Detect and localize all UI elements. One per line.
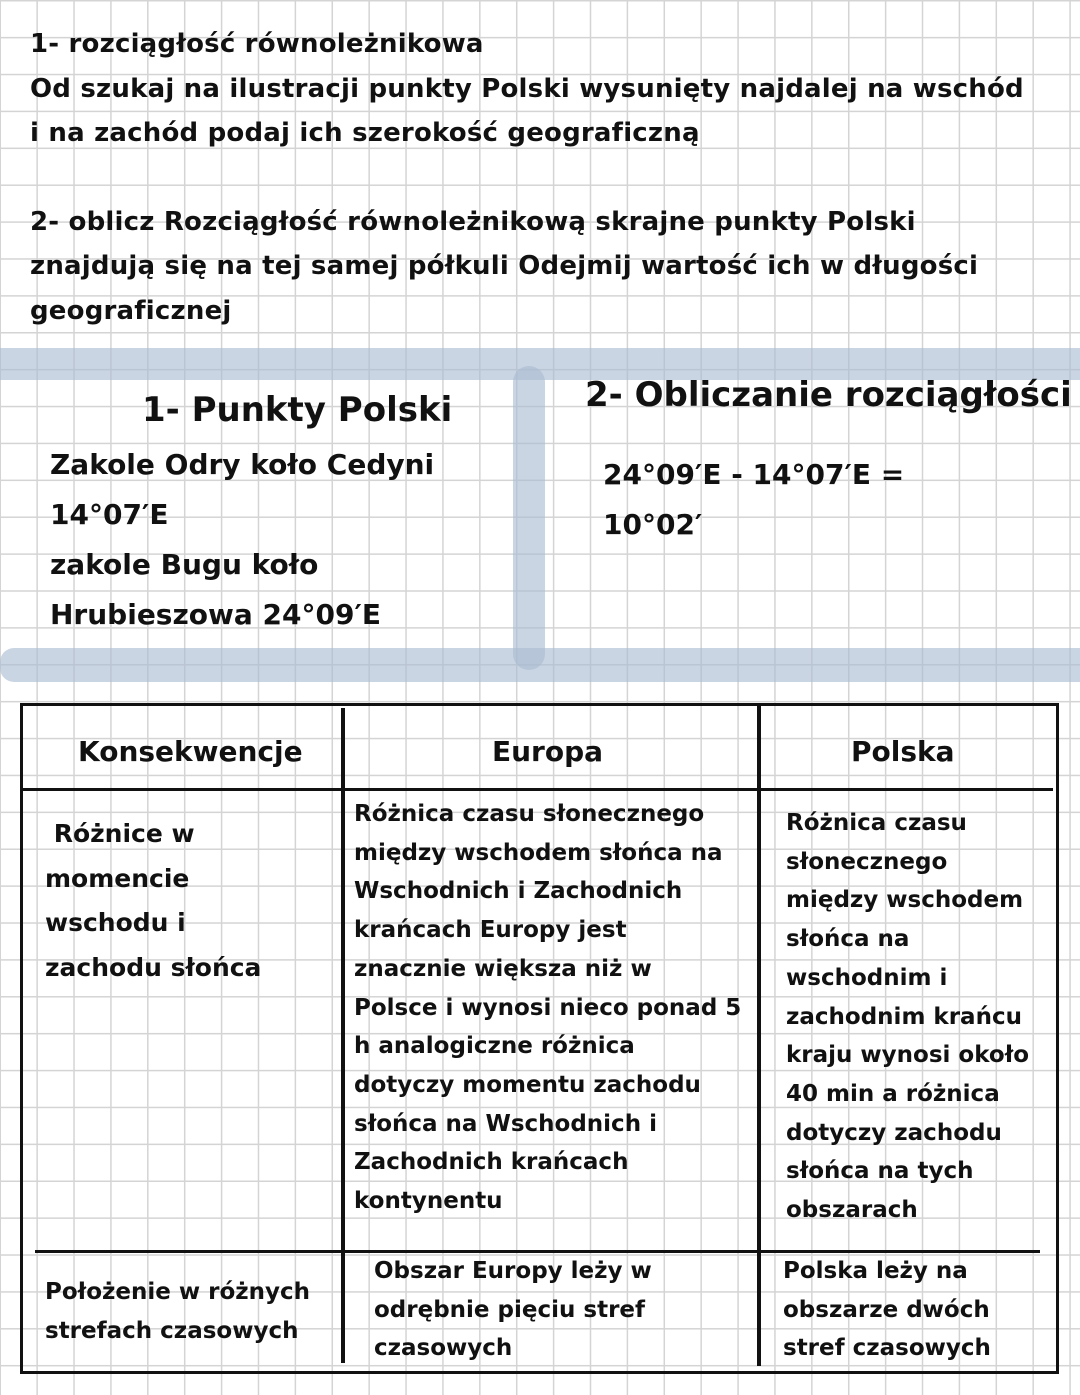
cell-line: słońca na	[786, 926, 910, 953]
cell-line: stref czasowych	[783, 1335, 991, 1362]
cell-line: Różnica czasu słonecznego	[354, 801, 705, 827]
cell-line: dotyczy zachodu	[786, 1119, 1002, 1146]
cell-line: momencie	[45, 863, 190, 893]
intro-line: Od szukaj na ilustracji punkty Polski wysunięty najdalej na wschód	[30, 73, 1024, 104]
cell-line: wschodu i	[45, 908, 186, 937]
cell-line: krańcach Europy jest	[354, 917, 627, 944]
cell-line: Różnica czasu	[786, 810, 967, 836]
intro-line: 1- rozciągłość równoleżnikowa	[30, 29, 484, 59]
section1-body	[50, 440, 434, 640]
cell-line: Różnice w	[45, 819, 195, 848]
point-line: Hrubieszowa 24°09′E	[50, 598, 381, 631]
point-line: Zakole Odry koło Cedyni	[50, 448, 435, 481]
cell-line: słonecznego	[786, 848, 948, 875]
header-konsekwencje: Konsekwencje	[78, 735, 303, 768]
intro-line: i na zachód podaj ich szerokość geograficzną	[30, 118, 700, 148]
intro-line: geograficznej	[30, 295, 232, 326]
header-europa: Europa	[492, 735, 604, 768]
point-line: zakole Bugu koło	[50, 548, 319, 581]
cell-line: Położenie w różnych	[45, 1279, 311, 1305]
row1-consequence	[45, 812, 261, 990]
cell-line: Wschodnich i Zachodnich	[354, 878, 683, 905]
row2-consequence	[45, 1273, 310, 1350]
intro-line: znajdują się na tej samej półkuli Odejmij wartość ich w długości	[30, 251, 979, 281]
section1-title: 1- Punkty Polski	[142, 390, 453, 430]
header-divider	[20, 788, 1053, 791]
cell-line: zachodu słońca	[45, 952, 262, 982]
cell-line: Obszar Europy leży w	[374, 1258, 652, 1284]
row1-europa	[354, 795, 741, 1221]
cell-line: słońca na Wschodnich i	[354, 1110, 657, 1137]
cell-line: obszarze dwóch	[783, 1296, 990, 1323]
cell-line: odrębnie pięciu stref	[374, 1296, 646, 1323]
cell-line: kraju wynosi około	[786, 1042, 1030, 1069]
cell-line: zachodnim krańcu	[786, 1003, 1022, 1030]
cell-line: dotyczy momentu zachodu	[354, 1071, 701, 1098]
calc-result: 10°02′	[603, 508, 703, 541]
section2-title: 2- Obliczanie rozciągłości	[585, 375, 1072, 415]
cell-line: znacznie większa niż w	[354, 955, 652, 982]
cell-line: 40 min a różnica	[786, 1080, 1000, 1107]
row2-polska	[783, 1252, 991, 1368]
intro-text	[30, 22, 1024, 333]
cell-line: między wschodem	[786, 887, 1024, 914]
calc-line: 24°09′E - 14°07′E =	[603, 458, 905, 491]
cell-line: wschodnim i	[786, 964, 948, 991]
cell-line: Zachodnich krańcach	[354, 1149, 629, 1176]
intro-line: 2- oblicz Rozciągłość równoleżnikową skrajne punkty Polski	[30, 206, 916, 237]
cell-line: h analogiczne różnica	[354, 1033, 635, 1060]
cell-line: słońca na tych	[786, 1158, 974, 1185]
cell-line: czasowych	[374, 1335, 513, 1362]
cell-line: Polska leży na	[783, 1258, 968, 1284]
header-polska: Polska	[851, 735, 955, 768]
vertical-divider	[513, 366, 545, 670]
column-divider	[757, 706, 761, 1366]
cell-line: obszarach	[786, 1197, 918, 1224]
row1-polska	[786, 804, 1029, 1230]
section2-body	[603, 450, 904, 550]
cell-line: strefach czasowych	[45, 1317, 299, 1344]
cell-line: Polsce i wynosi nieco ponad 5	[354, 994, 742, 1021]
cell-line: między wschodem słońca na	[354, 839, 723, 866]
point-line: 14°07′E	[50, 498, 169, 531]
column-divider	[341, 708, 345, 1363]
row2-europa	[374, 1252, 652, 1368]
cell-line: kontynentu	[354, 1188, 503, 1215]
